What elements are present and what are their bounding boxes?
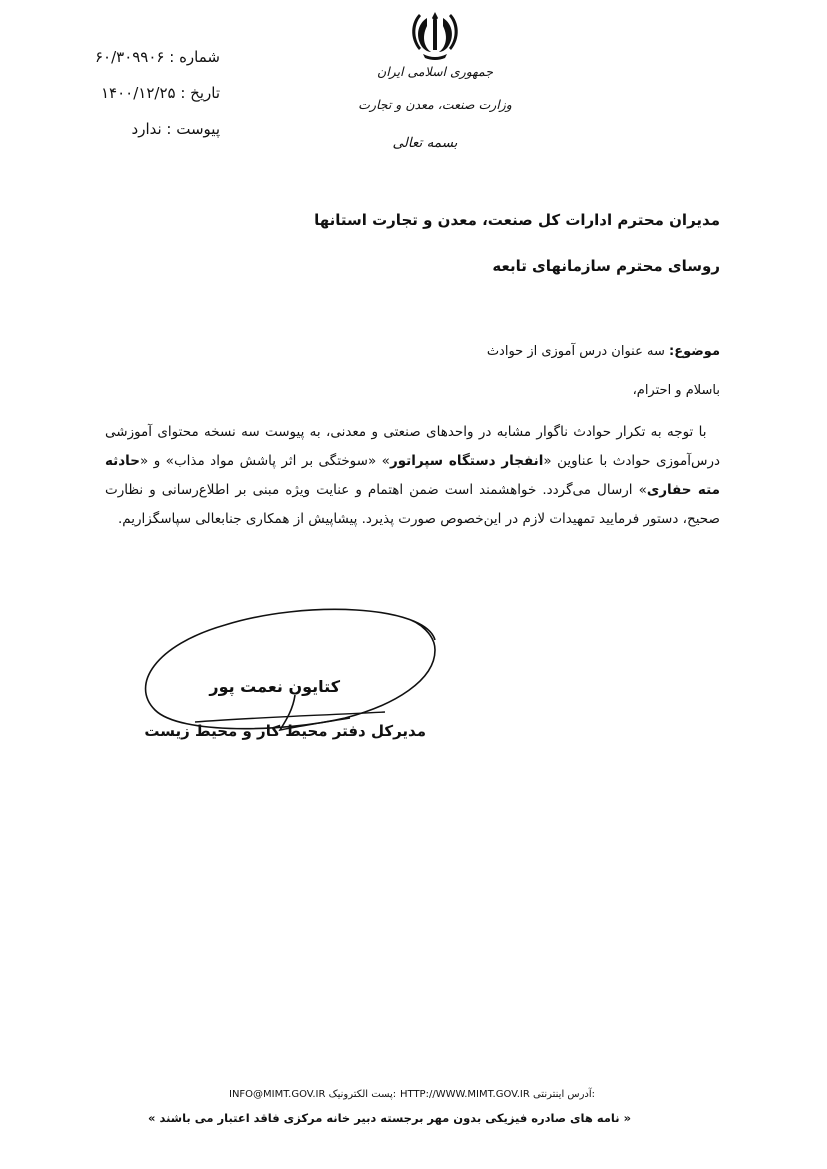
- website-address[interactable]: HTTP://WWW.MIMT.GOV.IR: [400, 1089, 530, 1100]
- signer-name: کتایون نعمت پور: [209, 677, 340, 696]
- footer-website: [400, 1089, 595, 1100]
- letter-body: [105, 418, 720, 534]
- email-address[interactable]: INFO@MIMT.GOV.IR: [229, 1089, 326, 1100]
- email-label: :پست الکترونیک: [328, 1089, 397, 1100]
- body-title-1: انفجار دستگاه سپراتور: [389, 453, 544, 469]
- letter-attachment: پیوست : ندارد: [131, 120, 220, 138]
- invocation: بسمه تعالی: [392, 135, 458, 151]
- body-title-2: حادثه مته حفاری: [105, 453, 720, 498]
- iran-emblem-icon: [405, 8, 465, 64]
- website-label: :آدرس اینترنتی: [532, 1089, 596, 1100]
- body-text-3: » ارسال می‌گردد. خواهشمند است ضمن اهتمام و عنایت ویژه مبنی بر اطلاع‌رسانی و نظارت صحیح، دستور فرمایید تمهیدات لازم در این‌خصوص صورت پذیرد. پیشاپیش از همکاری جنابعالی سپاسگزاریم.: [105, 482, 720, 527]
- letter-number: شماره : ۶۰/۳۰۹۹۰۶: [94, 48, 220, 66]
- letter-date: تاریخ : ۱۴۰۰/۱۲/۲۵: [101, 84, 220, 102]
- footer-email: [229, 1089, 396, 1100]
- recipient-line-2: روسای محترم سازمانهای تابعه: [492, 257, 720, 275]
- signer-title: مدیرکل دفتر محیط کار و محیط زیست: [144, 722, 426, 740]
- body-text-2: » «سوختگی بر اثر پاشش مواد مذاب» و «: [139, 453, 390, 469]
- subject-label: موضوع:: [669, 344, 720, 359]
- subject: [487, 344, 720, 359]
- country-name: جمهوری اسلامی ایران: [377, 64, 493, 79]
- greeting: باسلام و احترام،: [632, 383, 720, 398]
- body-text-1: با توجه به تکرار حوادث ناگوار مشابه در واحدهای صنعتی و معدنی، به پیوست سه نسخه محتوای آموزشی درس‌آموزی حوادث با عناوین «: [105, 424, 720, 469]
- ministry-name: وزارت صنعت، معدن و تجارت: [358, 97, 512, 112]
- footer-note: « نامه های صادره فیزیکی بدون مهر برجسته دبیر خانه مرکزی فاقد اعتبار می باشند »: [148, 1111, 631, 1125]
- recipient-line-1: مدیران محترم ادارات کل صنعت، معدن و تجارت استانها: [314, 211, 720, 229]
- subject-text: سه عنوان درس آموزی از حوادث: [486, 344, 665, 359]
